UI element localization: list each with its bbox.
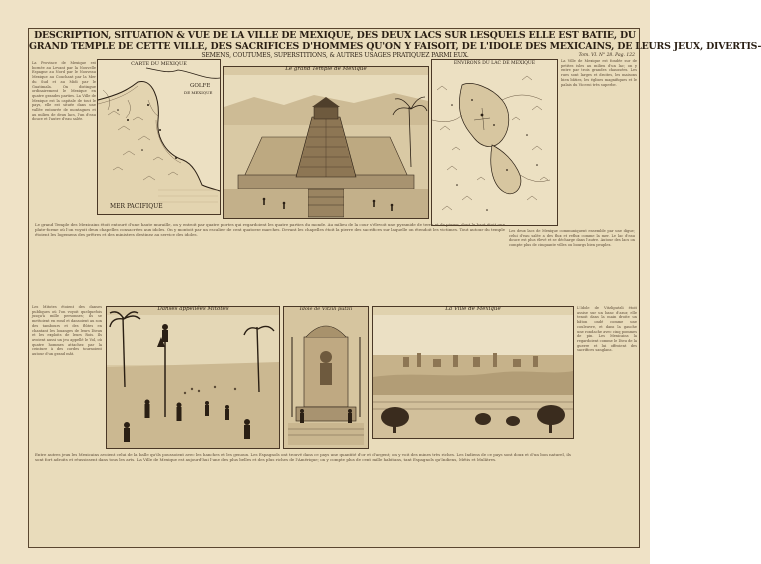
map-label-golfe: GOLFE [190,83,211,89]
text-right-mid: Les deux lacs de Mexique communiquent ensemble par une digue; celui d'eau salée a des flux et reflux comme la mer. Le lac d'eau douce est plus élevé et se décharge dans l'autre. Autour des lacs on compte plus de cinquante villes ou bourgs bien peuplez. [509,229,635,248]
text-left-top: La Province de Mexique est bornée au Levant par la Nouvelle Espagne au Nord par le Nouveau Mexique au Couchant par la Mer du Sud et au Midi par le Guatimala. On distingue ordinairement le Mexique en quatre grandes parties. La Ville de Mexique est la capitale de tout le pays, elle est située dans une vallée entourée de montagnes et au milieu de deux lacs, l'un d'eau douce et l'autre d'eau salée. [32,61,96,122]
temple-caption: Le grand Temple de Mexique [285,66,367,72]
idol-caption: Idole de Vitzili putzli [299,306,353,312]
lakes-map-panel [431,59,558,226]
dances-caption: Danses appellées Mitotes [157,306,229,312]
title-line-2: GRAND TEMPLE DE CETTE VILLE, DES SACRIFICES D'HOMMES QU'ON Y FAISOIT, DE L'IDOLE DES MEXICAINS, DE LEURS JEUX, DIVERTIS- [29,41,761,52]
idol-panel [283,306,369,449]
text-right-top: La Ville de Mexique est fondée sur de petites isles au milieu d'un lac; on y entre par trois grandes chaussées. Les rues sont larges et droites, les maisons bien bâties, les églises magnifiques et le palais du Viceroi très superbe. [561,59,637,87]
city-panel [372,306,574,439]
text-left-bottom: Les Mitotes étoient des danses publiques où l'on voyoit quelquefois jusqu'à mille personnes; ils se mettoient en rond et dansoient au son des tambours et des flûtes en chantant les louanges de leurs Dieux et les exploits de leurs Rois. Ils avoient aussi un jeu appellé le Vol, où quatre hommes attachez par la ceinture à des cordes tournoient autour d'un grand mât. [32,305,102,357]
dances-drawing [107,307,279,448]
temple-panel [223,66,429,219]
text-bottom-band: Entre autres jeux les Mexicains avoient celui de la balle qu'ils poussoient avec les hanches et les genoux. Les Espagnols ont trouvé dans ce pays une quantité d'or et d'argent; on y voit des mines très riches. Les Indiens de ce pays sont doux et d'un bon naturel, ils sont fort adroits et réussissent dans tous les arts. La Ville de Mexique est aujourd'hui l'une des plus belles et des plus riches de l'Amérique; on y compte plus de cent mille habitans, tant Espagnols qu'Indiens, Métis et Mulâtres. [35,452,571,463]
map-mexico-caption: CARTE DU MEXIQUE [131,61,187,67]
engraved-plate [28,28,761,548]
map-mexico-panel [97,59,221,215]
map-label-pacific: MER PACIFIQUE [110,203,163,210]
lakes-map-caption: ENVIRONS DU LAC DE MEXIQUE [453,61,536,66]
map-label-golfe-2: DE MEXIQUE [184,90,213,95]
city-drawing [373,307,573,438]
text-center-band: Le grand Temple des Mexicains étoit entouré d'une haute muraille, on y entroit par quatre portes qui regardoient les quatre parties du monde. Au milieu de la cour s'élevoit une pyramide de terre et de pierre, dont le haut étoit une plate-forme où l'on voyoit deux chapelles consacrées aux idoles. On y montoit par un escalier de cent quatorze marches. Devant les chapelles étoit la pierre des sacrifices sur laquelle on étendoit les victimes. Tout autour du temple étoient les logemens des prêtres et des ministres destinez au service des idoles. [35,222,505,238]
title-line-1: DESCRIPTION, SITUATION & VUE DE LA VILLE DE MEXIQUE, DES DEUX LACS SUR LESQUELS ELLE EST BATIE, DU [34,30,636,41]
map-mexico-drawing [98,60,220,214]
dances-panel [106,306,280,449]
idol-drawing [284,307,368,448]
plate-reference: Tom. VI. N° 28. Pag. 122 [578,53,635,58]
title-line-3: SEMENS, COUTUMES, SUPERSTITIONS, & AUTRES USAGES PRATIQUEZ PARMI EUX. [201,52,469,59]
text-right-bottom: L'Idole de Vitzliputzli étoit assise sur un banc d'azur, elle tenoit dans la main droite un bâton ondé comme une couleuvre, et dans la gauche une rondache avec cinq pommes de pin. Les Mexicains la regardoient comme le Dieu de la guerre et lui offroient des sacrifices sanglans. [577,306,637,353]
city-caption: La Ville de Mexique [445,306,501,312]
lakes-map-drawing [432,60,557,225]
temple-drawing [224,67,428,218]
